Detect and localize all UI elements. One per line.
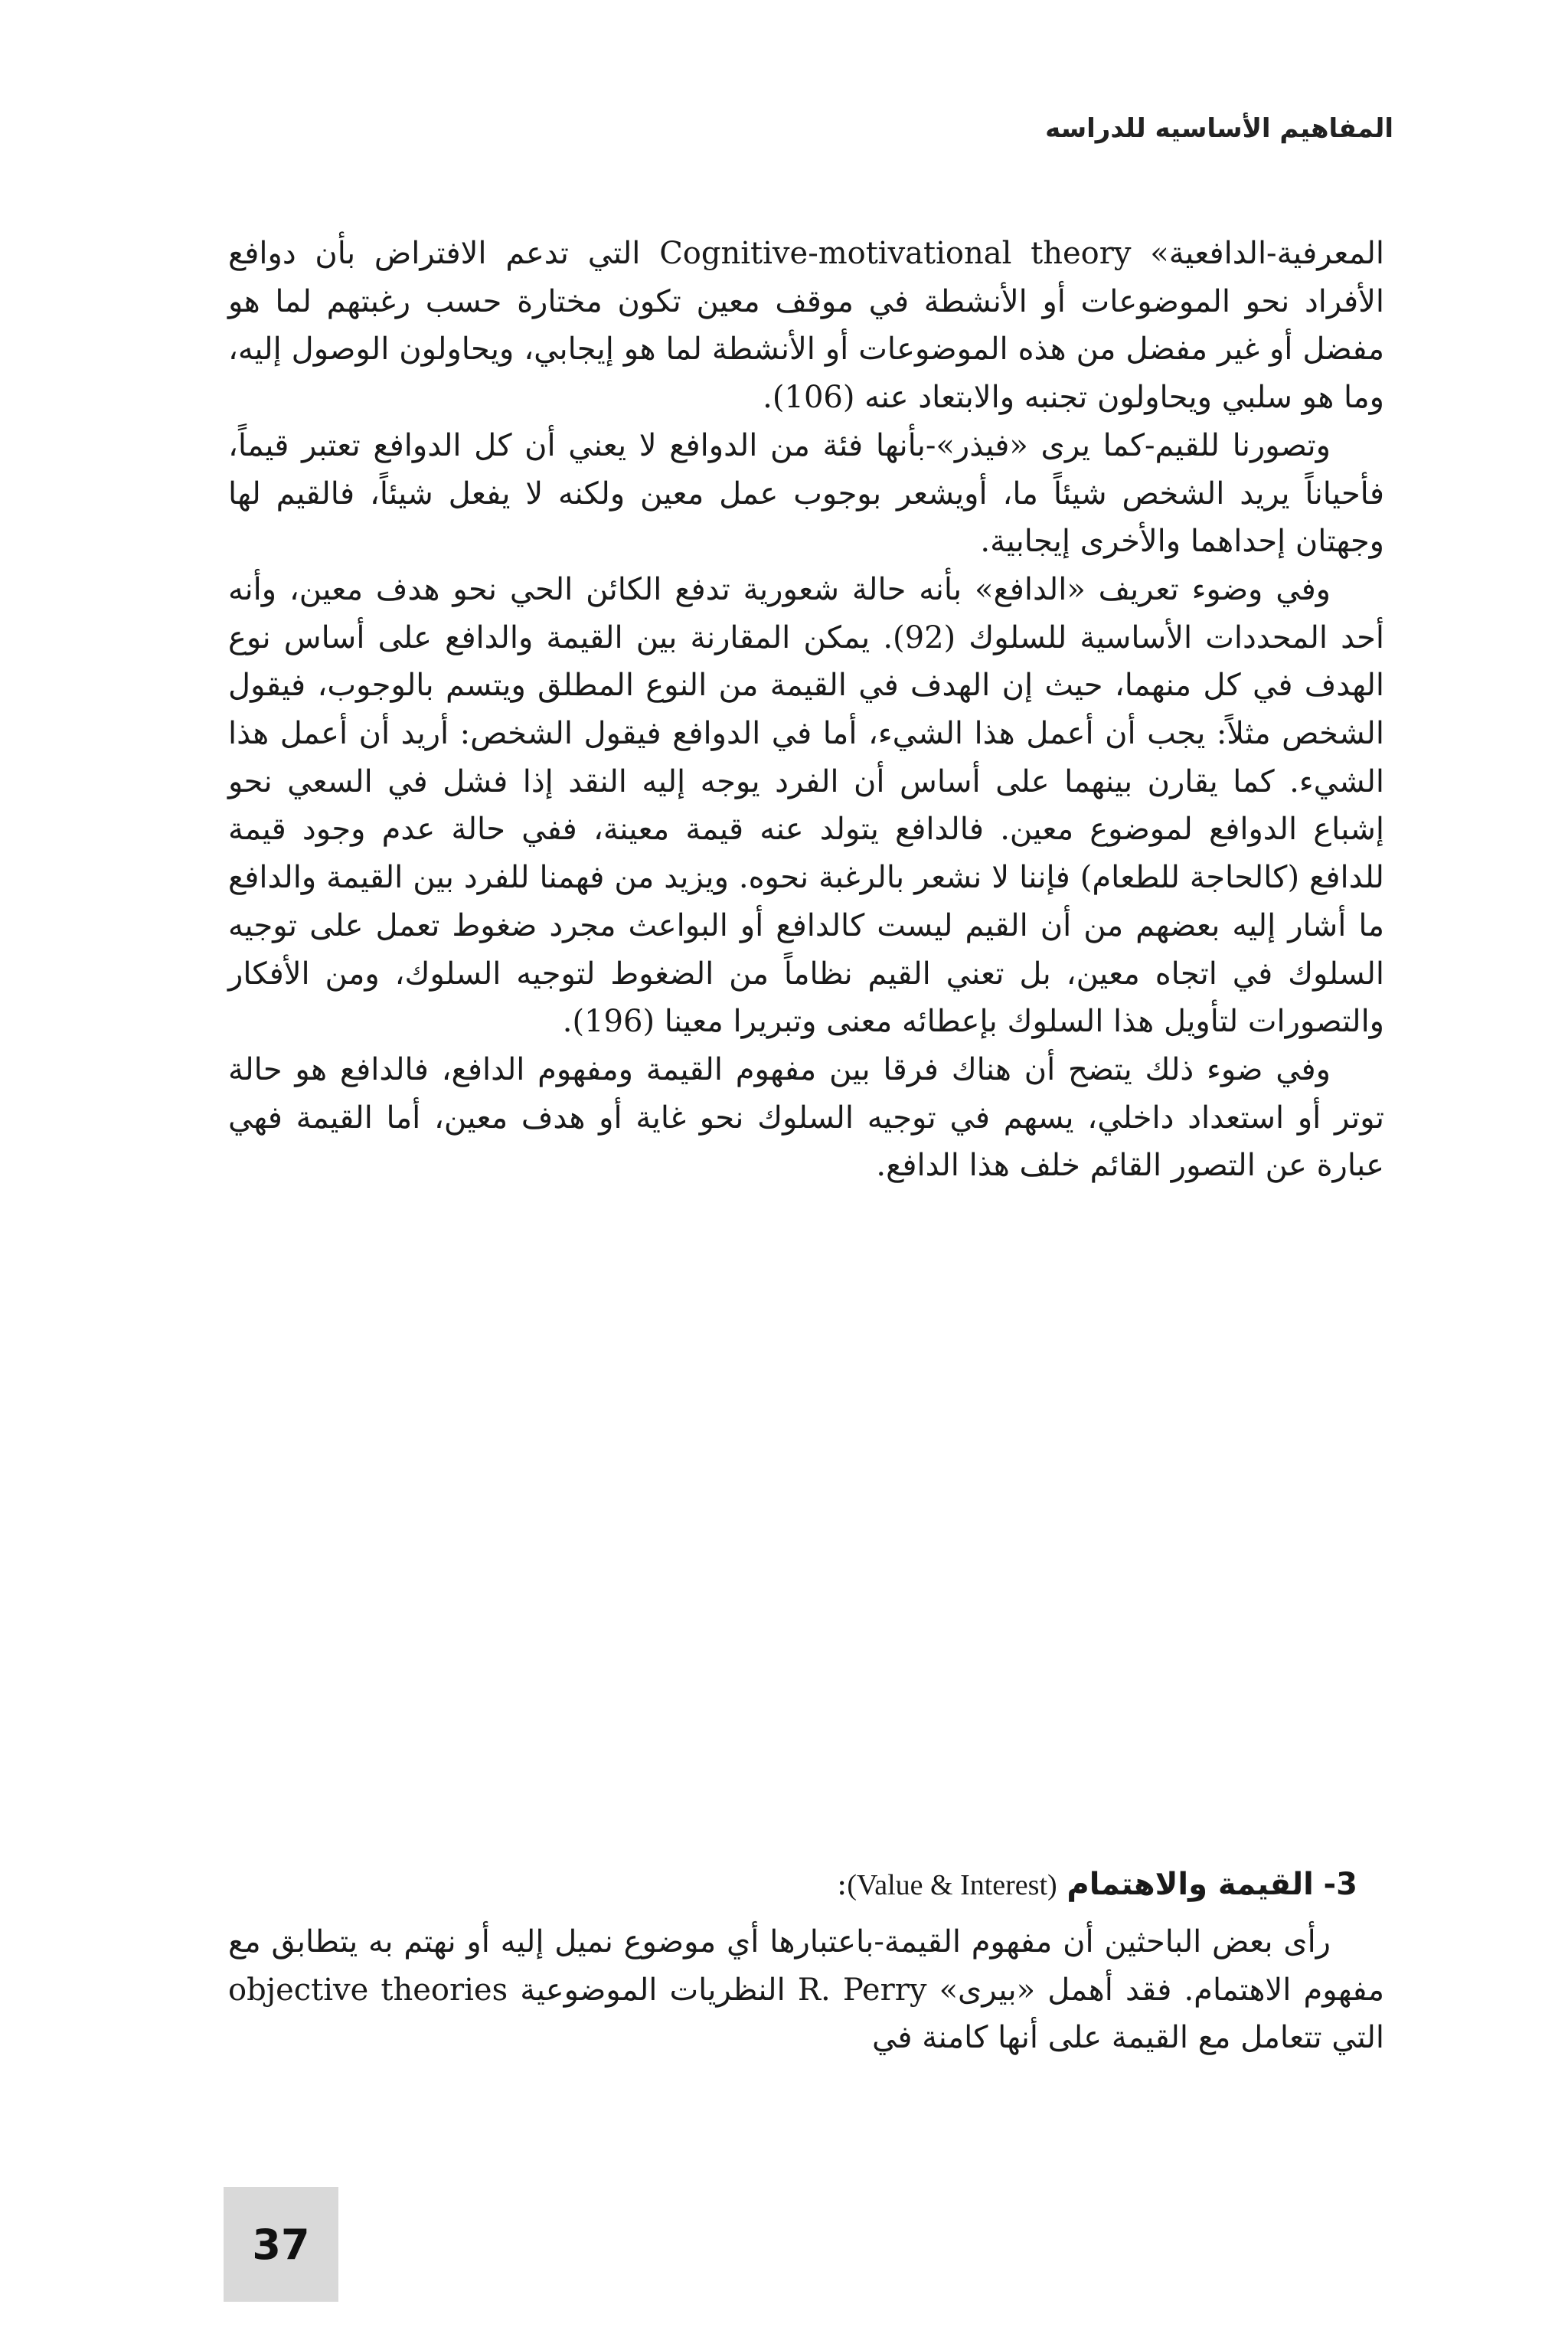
running-header: المفاهيم الأساسيه للدراسه [1045, 113, 1393, 144]
section-colon: : [836, 1867, 848, 1902]
section-latin-title: (Value & Interest) [847, 1869, 1057, 1901]
section-title: القيمة والاهتمام [1067, 1867, 1314, 1902]
paragraph: وفي ضوء ذلك يتضح أن هناك فرقا بين مفهوم القيمة ومفهوم الدافع، فالدافع هو حالة توتر أو استعداد داخلي، يسهم في توجيه السلوك نحو غاية أو هدف معين، أما القيمة فهي عبارة عن التصور القائم خلف هذا الدافع. [228, 1051, 1384, 1184]
page-number: 37 [252, 2220, 310, 2269]
page-number-box [224, 2187, 338, 2302]
section-heading [228, 1861, 1357, 1909]
section-number: 3- [1323, 1867, 1357, 1902]
paragraph: رأى بعض الباحثين أن مفهوم القيمة-باعتبارها أي موضوع نميل إليه أو نهتم به يتطابق مع مفهوم الاهتمام. فقد أهمل «بيرى» R. Perry النظريات الموضوعية objective theories التي تتعامل مع القيمة على أنها كامنة في [228, 1924, 1384, 2056]
paragraph: وتصورنا للقيم-كما يرى «فيذر»-بأنها فئة من الدوافع لا يعني أن كل الدوافع تعتبر قيماً، فأحياناً يريد الشخص شيئاً ما، أويشعر بوجوب عمل معين ولكنه لا يفعل شيئاً، فالقيم لها وجهتان إحداهما والأخرى إيجابية. [228, 427, 1384, 560]
paragraph: المعرفية-الدافعية» Cognitive-motivational theory التي تدعم الافتراض بأن دوافع الأفراد نحو الموضوعات أو الأنشطة في موقف معين تكون مختارة حسب رغبتهم لما هو مفضل أو غير مفضل من هذه الموضوعات أو الأنشطة لما هو إيجابي، ويحاولون الوصول إليه، وما هو سلبي ويحاولون تجنبه والابتعاد عنه (106). [228, 236, 1385, 416]
section-body-text [228, 1918, 1384, 2062]
paragraph: وفي وضوء تعريف «الدافع» بأنه حالة شعورية تدفع الكائن الحي نحو هدف معين، وأنه أحد المحددات الأساسية للسلوك (92). يمكن المقارنة بين القيمة والدافع على أساس نوع الهدف في كل منهما، حيث إن الهدف في القيمة من النوع المطلق ويتسم بالوجوب، فيقول الشخص مثلاً: يجب أن أعمل هذا الشيء، أما في الدوافع فيقول الشخص: أريد أن أعمل هذا الشيء. كما يقارن بينهما على أساس أن الفرد يوجه إليه النقد إذا فشل في السعي نحو إشباع الدوافع لموضوع معين. فالدافع يتولد عنه قيمة معينة، ففي حالة عدم وجود قيمة للدافع (كالحاجة للطعام) فإننا لا نشعر بالرغبة نحوه. ويزيد من فهمنا للفرد بين القيمة والدافع ما أشار إليه بعضهم من أن القيم ليست كالدافع أو البواعث مجرد ضغوط تعمل على توجيه السلوك في اتجاه معين، بل تعني القيم نظاماً من الضغوط لتوجيه السلوك، ومن الأفكار والتصورات لتأويل هذا السلوك بإعطائه معنى وتبريرا معينا (196). [228, 571, 1385, 1040]
body-text [228, 230, 1384, 1190]
